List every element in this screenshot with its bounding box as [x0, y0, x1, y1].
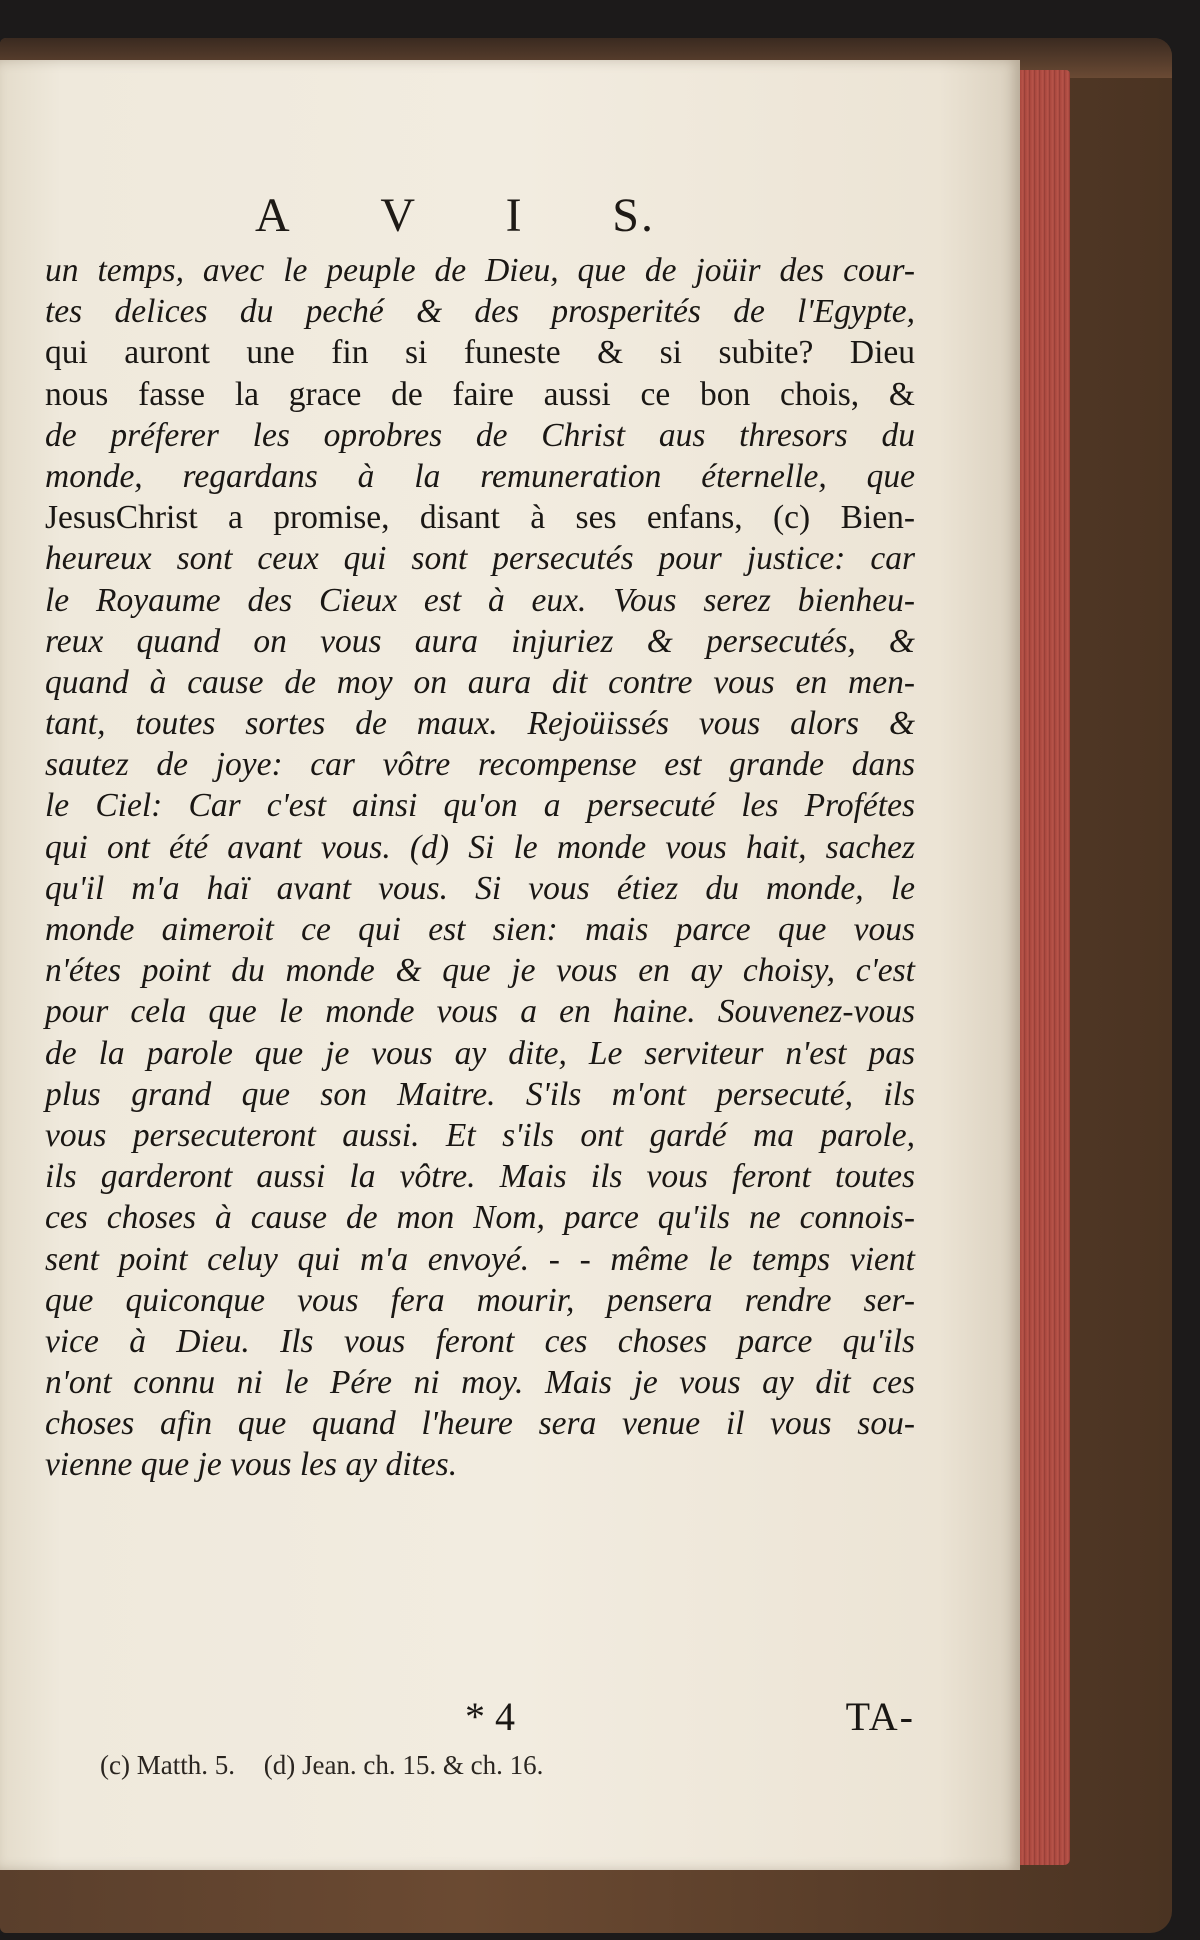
text-line: sent point celuy qui m'a envoyé. - - même le temps vient — [45, 1240, 915, 1278]
header-letter: A — [255, 189, 292, 242]
text-line: monde aimeroit ce qui est sien: mais parce que vous — [45, 911, 915, 948]
text-line: vienne que je vous les ay dites. — [45, 1446, 458, 1484]
text-line: de préferer les oprobres de Christ aus thresors du — [45, 416, 915, 454]
text-line: ils garderont aussi la vôtre. Mais ils vous feront toutes — [45, 1158, 915, 1196]
text-line: heureux sont ceux qui sont persecutés pour justice: car — [45, 540, 915, 578]
text-line: vous persecuteront aussi. Et s'ils ont gardé ma parole, — [45, 1116, 915, 1154]
header-letter: V — [380, 189, 417, 242]
header-letter: I — [505, 189, 524, 242]
body-text — [45, 250, 915, 1486]
text-line: n'ont connu ni le Pére ni moy. Mais je vous ay dit ces — [45, 1364, 915, 1402]
signature-mark: * 4 — [465, 1694, 515, 1739]
text-line: qui auront une fin si funeste & si subite? Dieu — [45, 334, 915, 372]
text-line: pour cela que le monde vous a en haine. Souvenez-vous — [45, 993, 915, 1031]
text-line: nous fasse la grace de faire aussi ce bon chois, & — [45, 375, 915, 413]
text-line: plus grand que son Maitre. S'ils m'ont persecuté, ils — [45, 1075, 915, 1113]
text-line: qu'il m'a haï avant vous. Si vous étiez du monde, le — [45, 869, 915, 907]
text-line: sautez de joye: car vôtre recompense est grande dans — [45, 746, 915, 784]
text-line: le Royaume des Cieux est à eux. Vous serez bienheu- — [45, 581, 915, 619]
text-line: n'étes point du monde & que je vous en ay choisy, c'est — [45, 952, 915, 990]
text-line: JesusChrist a promise, disant à ses enfans, (c) Bien- — [45, 499, 915, 537]
book-page — [0, 60, 1020, 1870]
text-line: tant, toutes sortes de maux. Rejoüissés vous alors & — [45, 705, 915, 743]
text-line: de la parole que je vous ay dite, Le serviteur n'est pas — [45, 1034, 915, 1072]
page-footer — [45, 1693, 915, 1741]
footnotes — [100, 1750, 565, 1781]
text-line: quand à cause de moy on aura dit contre vous en men- — [45, 663, 915, 701]
text-line: reux quand on vous aura injuriez & persecutés, & — [45, 622, 915, 660]
text-line: choses afin que quand l'heure sera venue il vous sou- — [45, 1405, 915, 1443]
running-header — [255, 188, 655, 243]
footnote: (c) Matth. 5. — [100, 1750, 235, 1780]
text-line: monde, regardans à la remuneration éternelle, que — [45, 457, 915, 495]
footnote: (d) Jean. ch. 15. & ch. 16. — [263, 1750, 544, 1780]
text-line: tes delices du peché & des prosperités de l'Egypte, — [45, 293, 915, 331]
text-line: le Ciel: Car c'est ainsi qu'on a persecuté les Profétes — [45, 787, 915, 825]
header-letter: S. — [612, 189, 655, 242]
text-line: qui ont été avant vous. (d) Si le monde vous hait, sachez — [45, 828, 915, 866]
text-line: vice à Dieu. Ils vous feront ces choses parce qu'ils — [45, 1322, 915, 1360]
text-line: ces choses à cause de mon Nom, parce qu'ils ne connois- — [45, 1199, 915, 1237]
text-line: un temps, avec le peuple de Dieu, que de joüir des cour- — [45, 252, 915, 289]
text-line: que quiconque vous fera mourir, pensera rendre ser- — [45, 1281, 915, 1319]
catchword: TA- — [845, 1694, 915, 1739]
